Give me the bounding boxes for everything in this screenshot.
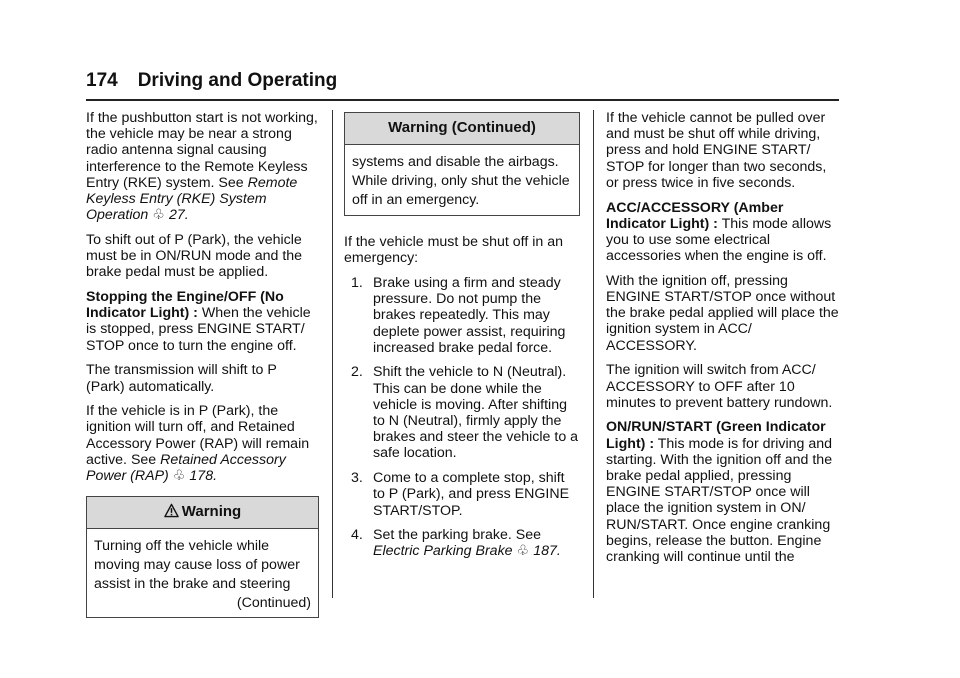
section-title: Driving and Operating bbox=[137, 70, 338, 91]
term-label: Stopping the Engine/OFF (No Indicator Light) : bbox=[86, 289, 284, 322]
paragraph bbox=[86, 289, 319, 354]
paragraph-text: When the vehicle is stopped, press ENGINE START/ STOP once to turn the engine off. bbox=[86, 305, 311, 354]
warning-triangle-icon bbox=[164, 503, 179, 518]
header-rule bbox=[86, 99, 839, 101]
paragraph-text: This mode allows you to use some electrical accessories when the engine is off. bbox=[606, 215, 832, 265]
paragraph: With the ignition off, pressing ENGINE START/STOP once without the brake pedal applied will place the ignition system in ACC/ ACCESSORY. bbox=[606, 272, 839, 354]
paragraph: To shift out of P (Park), the vehicle must be in ON/RUN mode and the brake pedal must be applied. bbox=[86, 231, 303, 281]
page-reference-number[interactable]: 27 bbox=[168, 207, 185, 224]
page-header bbox=[86, 70, 337, 92]
term-label: ACC/ACCESSORY (Amber Indicator Light) : bbox=[606, 199, 784, 232]
column-divider bbox=[332, 110, 333, 598]
paragraph: If the pushbutton start is not working, the vehicle may be near a strong radio antenna signal causing interference to the Remote Keyless Entry (RKE) system. See Remote Keyless Entry (RKE) System Operation ♧ 27. bbox=[86, 110, 318, 224]
numbered-list bbox=[344, 275, 580, 560]
page-reference-icon: ♧ bbox=[172, 468, 186, 485]
list-item-text: Brake using a firm and steady pressure. Do not pump the brakes repeatedly. This may deplete power assist, requiring increased brake pedal force. bbox=[373, 274, 566, 356]
paragraph bbox=[606, 200, 842, 265]
paragraph: The transmission will shift to P (Park) automatically. bbox=[86, 362, 277, 395]
paragraph-text: If the vehicle is in P (Park), the ignition will turn off, and Retained Accessory Power (RAP) will remain active. See bbox=[86, 403, 310, 468]
column-right bbox=[606, 110, 842, 574]
list-item-text: Shift the vehicle to N (Neutral). This can be done while the vehicle is moving. After shifting to N (Neutral), firmly apply the brakes and steer the vehicle to a safe location. bbox=[373, 364, 579, 462]
paragraph-text: If the pushbutton start is not working, the vehicle may be near a strong radio antenna signal causing interference to the Remote Keyless Entry (RKE) system. See bbox=[86, 110, 318, 191]
term-label: ON/RUN/START (Green Indicator Light) : bbox=[606, 419, 826, 452]
warning-title: Warning (Continued) bbox=[345, 113, 579, 145]
cross-reference-link[interactable]: Remote Keyless Entry (RKE) System Operation bbox=[86, 174, 298, 224]
list-number: 3. bbox=[351, 470, 363, 487]
list-item-text: Set the parking brake. See bbox=[373, 527, 541, 544]
column-left bbox=[86, 110, 319, 618]
list-number: 2. bbox=[351, 364, 363, 381]
paragraph: The ignition will switch from ACC/ ACCESSORY to OFF after 10 minutes to prevent battery rundown. bbox=[606, 362, 833, 411]
warning-body: systems and disable the airbags. While driving, only shut the vehicle off in an emergency. bbox=[352, 154, 570, 208]
continued-label: (Continued) bbox=[236, 595, 311, 612]
page-number: 174 bbox=[86, 70, 118, 91]
page-reference-icon: ♧ bbox=[152, 207, 165, 224]
list-number: 1. bbox=[351, 274, 363, 291]
list-item: 4. Set the parking brake. See Electric Parking Brake ♧ 187. bbox=[351, 527, 561, 560]
page-reference-number[interactable]: 178 bbox=[189, 468, 214, 485]
list-item bbox=[351, 470, 580, 519]
column-divider bbox=[593, 110, 594, 598]
cross-reference-link[interactable]: Electric Parking Brake bbox=[373, 543, 513, 560]
paragraph: If the vehicle is in P (Park), the ignition will turn off, and Retained Accessory Power (RAP) will remain active. See Retained Accessory Power (RAP) ♧ 178. bbox=[86, 403, 310, 485]
warning-body bbox=[87, 529, 318, 617]
column-middle bbox=[344, 110, 580, 568]
cross-reference-link[interactable]: Retained Accessory Power (RAP) bbox=[86, 451, 286, 485]
page-reference-icon: ♧ bbox=[516, 543, 530, 560]
list-item bbox=[351, 275, 580, 356]
page-reference-number[interactable]: 187 bbox=[533, 543, 557, 560]
warning-text: Turning off the vehicle while moving may cause loss of power assist in the brake and steering bbox=[94, 538, 300, 593]
paragraph-text: This mode is for driving and starting. With the ignition off and the brake pedal applied, pressing ENGINE START/STOP once will place the ignition system in ON/ RUN/START. Once engine cranking begins, release the button. Engine cranking will continue until the bbox=[606, 435, 833, 566]
paragraph bbox=[606, 419, 842, 565]
warning-box bbox=[86, 496, 319, 618]
paragraph: If the vehicle must be shut off in an emergency: bbox=[344, 234, 563, 267]
warning-title bbox=[87, 497, 318, 529]
list-item bbox=[351, 364, 580, 461]
paragraph: If the vehicle cannot be pulled over and must be shut off while driving, press and hold ENGINE START/ STOP for longer than two seconds, or press twice in five seconds. bbox=[606, 110, 827, 191]
list-number: 4. bbox=[351, 527, 363, 544]
warning-box-continued bbox=[344, 112, 580, 216]
warning-title-text: Warning bbox=[181, 503, 242, 521]
list-item-text: Come to a complete stop, shift to P (Park), and press ENGINE START/STOP. bbox=[373, 470, 570, 519]
